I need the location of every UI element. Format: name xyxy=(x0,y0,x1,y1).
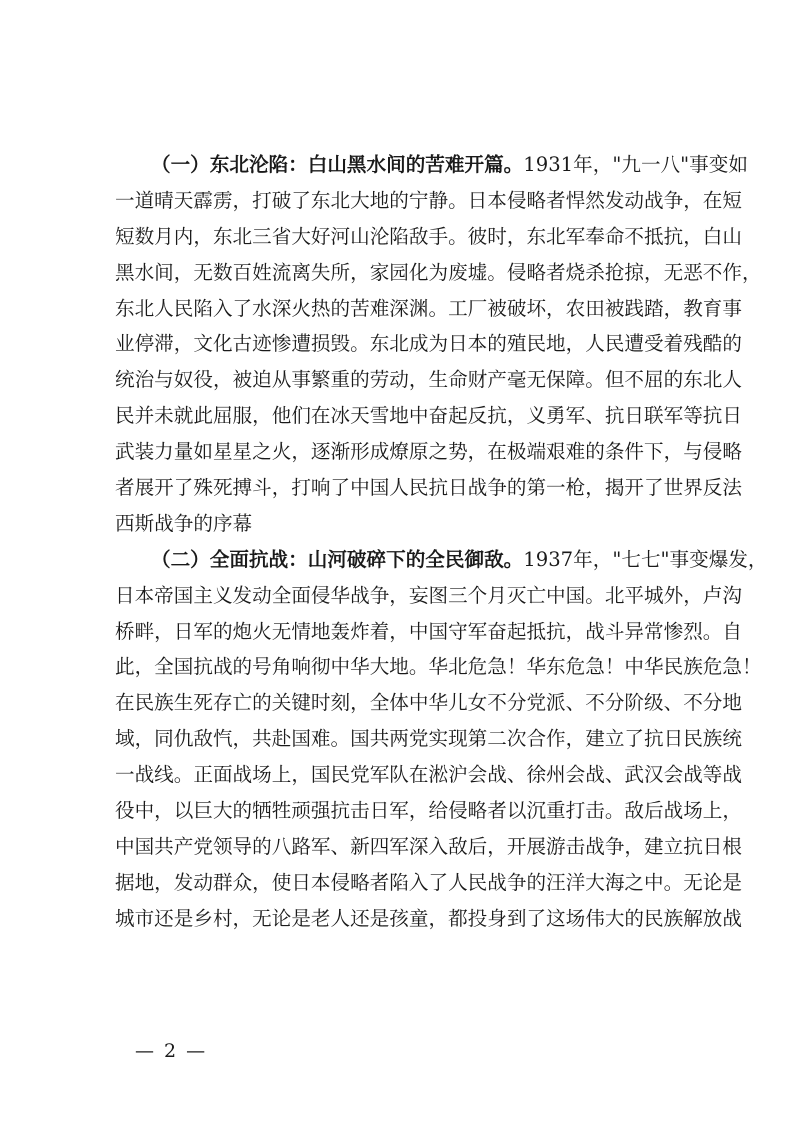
paragraph-line: 短数月内，东北三省大好河山沦陷敌手。彼时，东北军奉命不抵抗，白山 xyxy=(115,224,742,248)
line-text: 1937年，"七七"事变爆发， xyxy=(523,547,768,571)
paragraph-line: 者展开了殊死搏斗，打响了中国人民抗日战争的第一枪，揭开了世界反法 xyxy=(115,476,742,500)
paragraph-line: 一道晴天霹雳，打破了东北大地的宁静。日本侵略者悍然发动战争，在短 xyxy=(115,188,742,212)
paragraph-line xyxy=(115,147,748,183)
section-heading: （二）全面抗战：山河破碎下的全民御敌。 xyxy=(151,547,524,571)
paragraph-line: 黑水间，无数百姓流离失所，家园化为废墟。侵略者烧杀抢掠，无恶不作， xyxy=(115,260,762,284)
paragraph-line: 在民族生死存亡的关键时刻，全体中华儿女不分党派、不分阶级、不分地 xyxy=(115,691,742,715)
paragraph-line: 一战线。正面战场上，国民党军队在淞沪会战、徐州会战、武汉会战等战 xyxy=(115,763,742,787)
page-number: — 2 — xyxy=(135,1040,208,1062)
paragraph-line: 据地，发动群众，使日本侵略者陷入了人民战争的汪洋大海之中。无论是 xyxy=(115,870,742,894)
paragraph-line: 桥畔，日军的炮火无情地轰炸着，中国守军奋起抵抗，战斗异常惨烈。自 xyxy=(115,619,742,643)
paragraph-line: 民并未就此屈服，他们在冰天雪地中奋起反抗，义勇军、抗日联军等抗日 xyxy=(115,404,742,428)
paragraph-line: 此，全国抗战的号角响彻中华大地。华北危急！华东危急！中华民族危急！ xyxy=(115,655,762,679)
line-text: 1931年，"九一八"事变如 xyxy=(523,153,748,176)
paragraph-line: 日本帝国主义发动全面侵华战争，妄图三个月灭亡中国。北平城外，卢沟 xyxy=(115,583,742,607)
paragraph-line: 中国共产党领导的八路军、新四军深入敌后，开展游击战争，建立抗日根 xyxy=(115,834,742,858)
paragraph-line: 东北人民陷入了水深火热的苦难深渊。工厂被破坏，农田被践踏，教育事 xyxy=(115,296,742,320)
paragraph-line: 域，同仇敌忾，共赴国难。国共两党实现第二次合作，建立了抗日民族统 xyxy=(115,727,742,751)
paragraph-2 xyxy=(115,542,768,937)
paragraph-1 xyxy=(115,147,762,542)
paragraph-line: 役中，以巨大的牺牲顽强抗击日军，给侵略者以沉重打击。敌后战场上， xyxy=(115,799,742,823)
section-heading: （一）东北沦陷：白山黑水间的苦难开篇。 xyxy=(151,153,524,176)
paragraph-line: 西斯战争的序幕 xyxy=(115,511,253,535)
paragraph-line: 业停滞，文化古迹惨遭损毁。东北成为日本的殖民地，人民遭受着残酷的 xyxy=(115,332,742,356)
paragraph-line: 城市还是乡村，无论是老人还是孩童，都投身到了这场伟大的民族解放战 xyxy=(115,906,742,930)
paragraph-line xyxy=(115,542,768,578)
paragraph-line: 武装力量如星星之火，逐渐形成燎原之势，在极端艰难的条件下，与侵略 xyxy=(115,440,742,464)
paragraph-line: 统治与奴役，被迫从事繁重的劳动，生命财产毫无保障。但不屈的东北人 xyxy=(115,368,742,392)
document-body xyxy=(115,147,768,937)
